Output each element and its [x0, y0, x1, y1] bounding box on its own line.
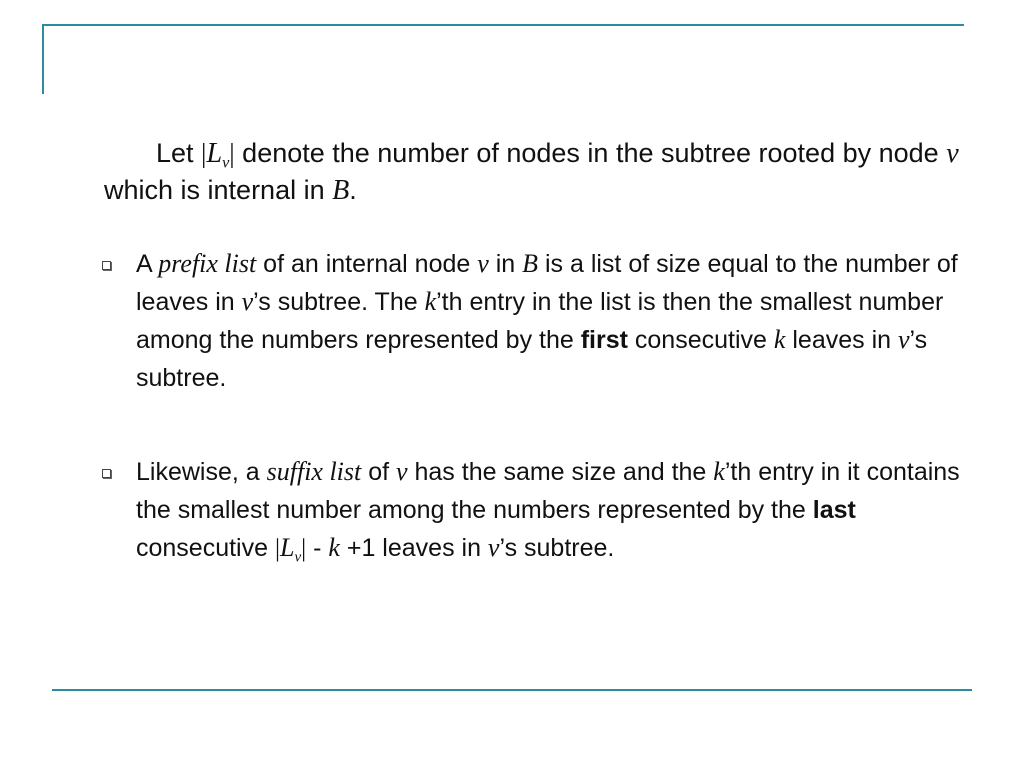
intro-paragraph: [104, 135, 964, 209]
intro-B: B: [332, 175, 350, 206]
b1-t9: ’s subtree.: [136, 326, 928, 392]
intro-v-subscript: v: [222, 153, 230, 172]
b2-L: L: [279, 533, 295, 562]
b2-k1: k: [713, 457, 725, 486]
b2-t5: consecutive: [136, 534, 275, 562]
b2-t6: -: [306, 534, 329, 562]
bullet-suffix-list: [98, 453, 968, 568]
bullet-list: [98, 245, 968, 568]
top-accent-line: [42, 24, 964, 26]
intro-bar-open: |: [201, 138, 207, 168]
b2-t1: Likewise, a: [136, 458, 267, 486]
b2-last: last: [812, 496, 856, 524]
intro-text-1: denote the number of nodes in the subtree rooted by node: [234, 138, 947, 168]
intro-L: L: [206, 138, 223, 169]
b1-prefix-list: prefix list: [158, 249, 257, 278]
b2-bar-close: |: [301, 535, 307, 562]
b1-v3: v: [897, 325, 910, 354]
b1-t3: in: [488, 250, 523, 278]
intro-end: .: [349, 175, 357, 205]
b2-bar-open: |: [274, 535, 280, 562]
b1-t6: ’th entry in the list is then the smallest number among the numbers represented by the: [136, 288, 944, 354]
b2-t3: has the same size and the: [407, 458, 714, 486]
intro-v: v: [946, 138, 959, 169]
b1-v2: v: [241, 287, 254, 316]
b1-B: B: [522, 249, 539, 278]
b2-t4: ’th entry in it contains the smallest number among the numbers represented by the: [136, 458, 960, 524]
b1-v1: v: [477, 249, 489, 278]
b2-v2: v: [487, 533, 500, 562]
b2-k2: k: [328, 533, 340, 562]
b1-t5: ’s subtree. The: [253, 288, 425, 316]
b2-suffix-list: suffix list: [266, 457, 362, 486]
b2-t7: +1 leaves in: [339, 534, 488, 562]
bullet-prefix-list: [98, 245, 968, 397]
b1-t1: A: [136, 250, 159, 278]
b1-t4: is a list of size equal to the number of leaves in: [136, 250, 958, 316]
intro-bar-close: |: [229, 138, 235, 168]
b1-k2: k: [773, 325, 786, 354]
square-bullet-icon: [102, 261, 111, 270]
intro-let: Let: [156, 138, 202, 168]
b2-v-subscript: v: [294, 549, 302, 566]
b1-t2: of an internal node: [256, 250, 478, 278]
bottom-accent-line: [52, 689, 972, 691]
b1-first: first: [580, 326, 628, 354]
square-bullet-icon: [102, 469, 111, 478]
b1-t7: consecutive: [627, 326, 774, 354]
b2-t2: of: [361, 458, 396, 486]
b2-t8: ’s subtree.: [499, 534, 615, 562]
b1-t8: leaves in: [785, 326, 898, 354]
b2-v1: v: [396, 457, 408, 486]
left-accent-line: [42, 24, 44, 94]
intro-text-2: which is internal in: [104, 175, 333, 205]
b1-k1: k: [424, 287, 437, 316]
